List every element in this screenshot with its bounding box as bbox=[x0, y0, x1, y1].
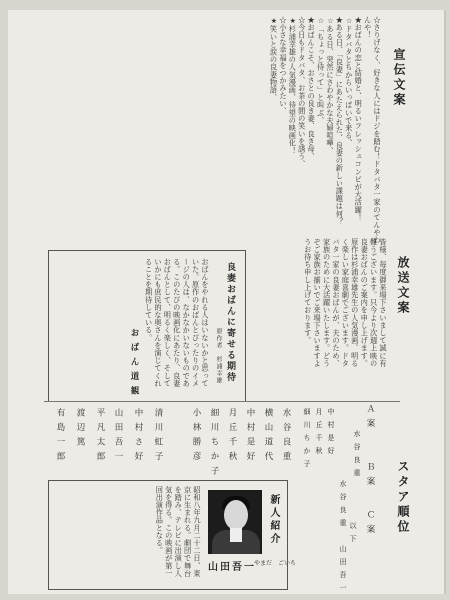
cast-left-name: 有島一郎 bbox=[55, 408, 65, 466]
essay-subtitle: おばん道観 bbox=[129, 328, 139, 401]
cast-rule bbox=[44, 401, 400, 402]
cast-left-role: 細川ちか子 bbox=[209, 408, 219, 481]
document-page bbox=[8, 10, 446, 597]
cast-right-role: Ｂ案 bbox=[365, 462, 375, 491]
cast-left-name: 平凡太郎 bbox=[95, 408, 105, 466]
newcomer-heading: 新人紹介 bbox=[268, 494, 279, 546]
cast-right-name: 月丘千秋 bbox=[315, 408, 323, 460]
cast-left-name: 中村さ好 bbox=[133, 408, 143, 466]
cast-right-role: Ａ案 bbox=[365, 404, 375, 433]
essay-title: 良妻おばんに寄せる期待 bbox=[225, 262, 235, 383]
essay-text: おばんをやれる人はいないかと思っていた。原作のおばんとぴったりのイメージの人は、なかなかいないものである。このたびの映画化にあたり、良妻おばんとして、明るく楽しく、そしていかにも庶民的な奥さんを演じてくれることを期待している。 bbox=[144, 258, 210, 388]
broadcast-heading: 放送文案 bbox=[396, 256, 410, 316]
cast-right-role: Ｃ案 bbox=[365, 510, 375, 539]
cast-right-name: 以下 bbox=[349, 522, 357, 548]
cast-right-name: 水谷良重 bbox=[353, 430, 361, 482]
advert-heading: 宣伝文案 bbox=[392, 48, 406, 108]
newcomer-name: 山田吾一 bbox=[208, 562, 256, 573]
newcomer-bio: 昭和八年九月二十二日、東京に生まれる。劇団で舞台を踏み、テレビに出演し人気を得る。この映画が第一回出演作品となる。 bbox=[155, 486, 202, 578]
cast-left-name: 渡辺篤 bbox=[75, 408, 85, 452]
essay-author: 原作者 杉浦幸雄 bbox=[215, 328, 222, 384]
cast-left-role: 水谷良重 bbox=[281, 408, 291, 466]
cast-left-role: 中村是好 bbox=[245, 408, 255, 466]
cast-left-name: 清川虹子 bbox=[153, 408, 163, 466]
newcomer-photo bbox=[208, 490, 262, 554]
cast-left-name: 山田吾一 bbox=[113, 408, 123, 466]
cast-right-name: 中村是好 bbox=[327, 408, 335, 460]
broadcast-text: 皆様、毎度御来場下さいまして誠に有難うございます。只今より次週上映の良妻おばんのご案内を申し上げます。原作は杉浦幸雄先生の人気漫画、明るく楽しい家庭喜劇でございます。ドタバタ一家の良妻おばんが、夫のため、家族のために大活躍いたします。どうぞご家族お揃いでご来場下さいますようお待ち申し上げております。 bbox=[303, 238, 388, 368]
cast-left-role: 小林勝彦 bbox=[191, 408, 201, 466]
cast-heading: スタア順位 bbox=[396, 460, 410, 535]
cast-left-role: 横山道代 bbox=[263, 408, 273, 466]
advert-text: ☆さりげなく、好きな人にはドジを踏む！ドタバタ一家のてんやわんや！ ★おばんの恋と結婚と、明るいフレッシュコンビが大活躍！ ☆ドタバタとちからいっぱいで来る、 ★ある日、「良妻」にあたえられた、良妻の新しい課題は何？ ☆ある日、突然にさわやかな夫婦喧嘩、 ☆「ちょっと待って」と叫ぶ、 ★おばんこそ、おさとの良き妻、良き母、 ☆今日もドタバタ、お茶の間の笑いを誘う、 ★杉浦幸雄の人気漫画、待望の映画化！ ☆小さな幸福をつかみたい、 ★笑いと涙の良妻物語、 bbox=[269, 16, 382, 244]
cast-left-role: 月丘千秋 bbox=[227, 408, 237, 466]
cast-right-name: 水谷良重 山田吾一 bbox=[339, 480, 347, 597]
cast-right-name: 細川ちか子 bbox=[303, 408, 311, 473]
newcomer-reading: やまだ ごいち bbox=[254, 560, 297, 567]
